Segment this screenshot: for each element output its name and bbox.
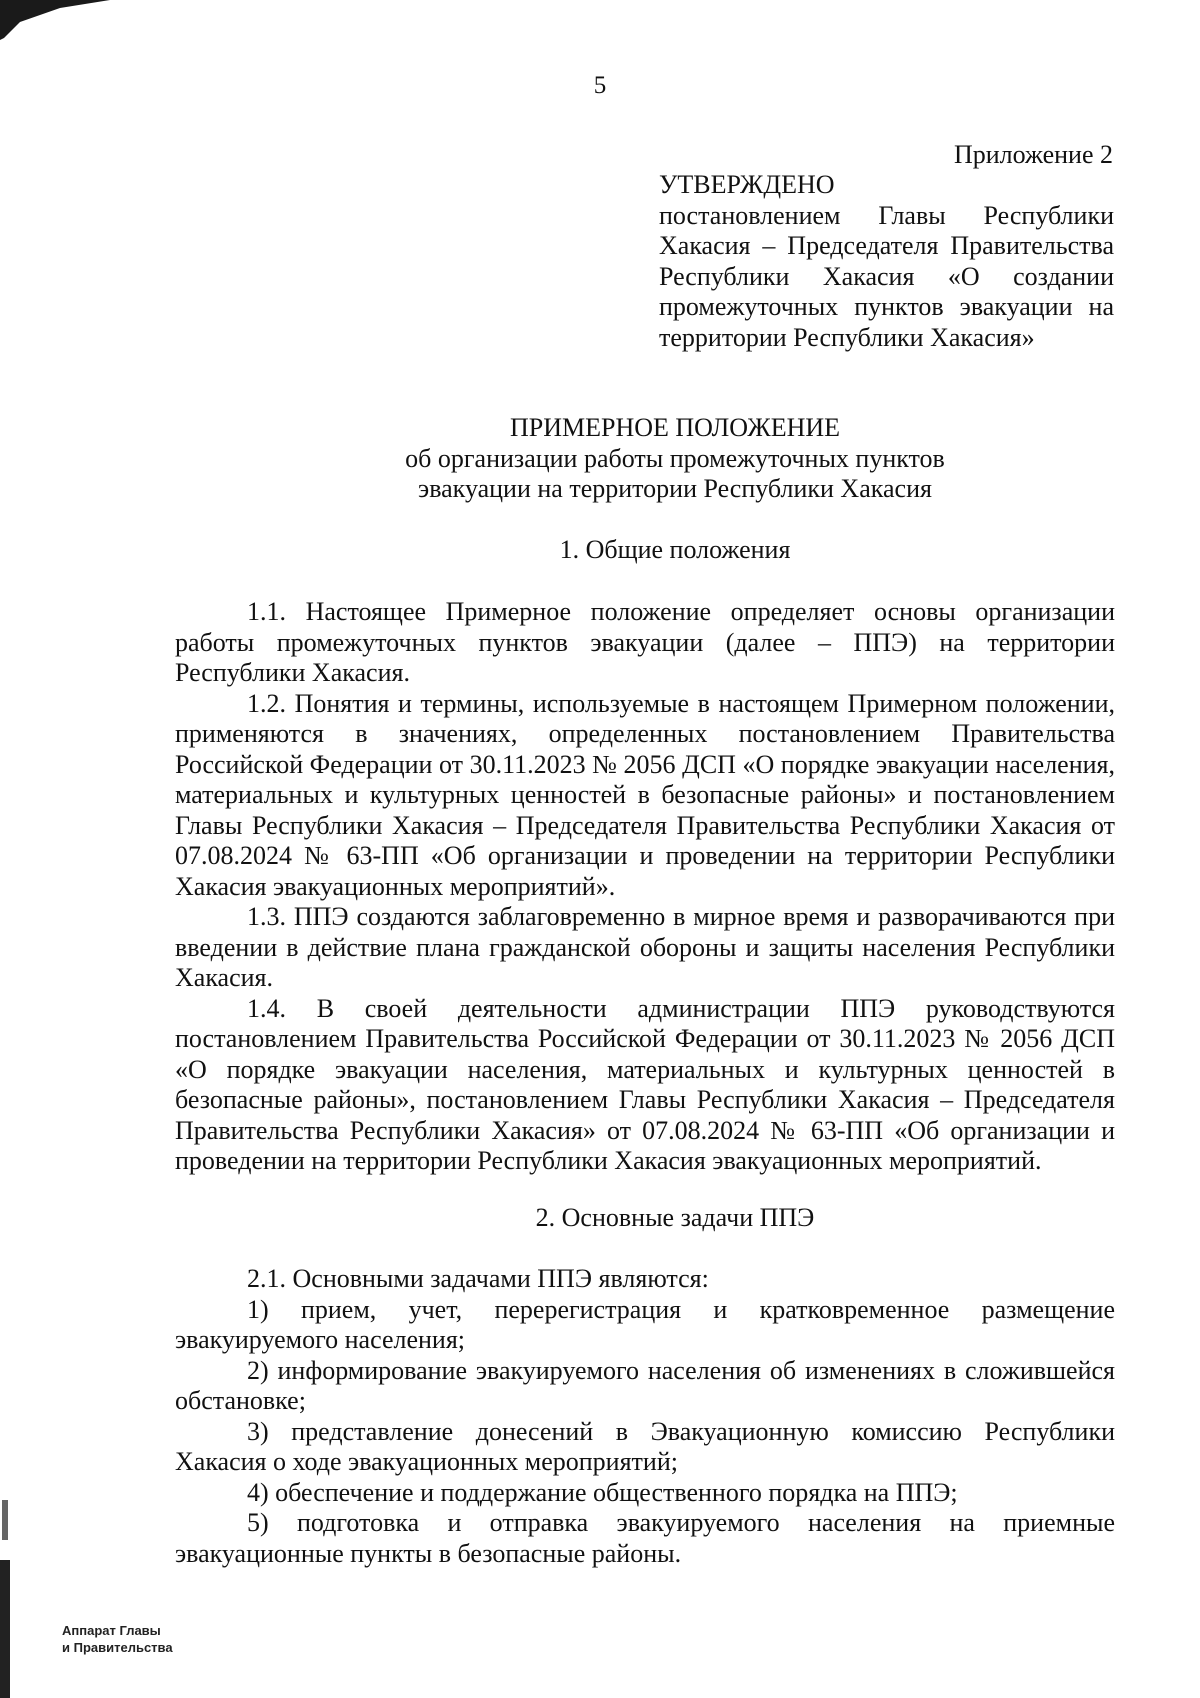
task-item-2: 2) информирование эвакуируемого населения об изменениях в сложившейся обстановке; bbox=[175, 1355, 1115, 1415]
annex-label: Приложение 2 bbox=[953, 140, 1113, 169]
section-1-heading: 1. Общие положения bbox=[559, 535, 791, 564]
scan-left-edge-marks bbox=[0, 0, 14, 1698]
stamp-line-2: и Правительства bbox=[62, 1640, 173, 1655]
approval-text: постановлением Главы Республики Хакасия – Председателя Правительства Республики Хакасия «О создании промежуточных пунктов эвакуации на территории Республики Хакасия» bbox=[659, 200, 1114, 352]
title-line-1: ПРИМЕРНОЕ ПОЛОЖЕНИЕ bbox=[509, 413, 841, 442]
section-1-body bbox=[175, 597, 1115, 1177]
section-2-heading: 2. Основные задачи ППЭ bbox=[535, 1203, 815, 1232]
document-title bbox=[0, 413, 1200, 505]
task-item-4: 4) обеспечение и поддержание общественного порядка на ППЭ; bbox=[247, 1477, 958, 1507]
stamp-line-1: Аппарат Главы bbox=[62, 1623, 161, 1638]
task-item-3: 3) представление донесений в Эвакуационную комиссию Республики Хакасия о ходе эвакуационных мероприятий; bbox=[175, 1416, 1115, 1476]
paragraph-1-3: 1.3. ППЭ создаются заблаговременно в мирное время и разворачиваются при введении в действие плана гражданской обороны и защиты населения Республики Хакасия. bbox=[175, 902, 1115, 992]
page-number: 5 bbox=[593, 72, 607, 99]
title-line-2: об организации работы промежуточных пунктов bbox=[405, 443, 945, 473]
approval-heading: УТВЕРЖДЕНО bbox=[659, 170, 835, 199]
title-line-3: эвакуации на территории Республики Хакасия bbox=[418, 474, 932, 503]
paragraph-1-2: 1.2. Понятия и термины, используемые в настоящем Примерном положении, применяются в значениях, определенных постановлением Правительства Российской Федерации от 30.11.2023 № 2056 ДСП «О порядке эвакуации населения, материальных и культурных ценностей в безопасные районы» и постановлением Главы Республики Хакасия – Председателя Правительства Республики Хакасия от 07.08.2024 № 63-ПП «Об организации и проведении на территории Республики Хакасия эвакуационных мероприятий». bbox=[175, 688, 1115, 901]
paragraph-1-1: 1.1. Настоящее Примерное положение определяет основы организации работы промежуточных пунктов эвакуации (далее – ППЭ) на территории Республики Хакасия. bbox=[175, 597, 1115, 687]
task-item-1: 1) прием, учет, перерегистрация и кратковременное размещение эвакуируемого населения; bbox=[175, 1294, 1115, 1354]
paragraph-1-4: 1.4. В своей деятельности администрации ППЭ руководствуются постановлением Правительства Российской Федерации от 30.11.2023 № 2056 ДСП «О порядке эвакуации населения, материальных и культурных ценностей в безопасные районы», постановлением Главы Республики Хакасия – Председателя Правительства Республики Хакасия» от 07.08.2024 № 63-ПП «Об организации и проведении на территории Республики Хакасия эвакуационных мероприятий. bbox=[175, 993, 1115, 1175]
office-stamp bbox=[62, 1622, 173, 1656]
scan-corner-mark bbox=[0, 0, 120, 40]
task-item-5: 5) подготовка и отправка эвакуируемого населения на приемные эвакуационные пункты в безопасные районы. bbox=[175, 1508, 1115, 1568]
section-2-body bbox=[175, 1264, 1115, 1569]
paragraph-2-1: 2.1. Основными задачами ППЭ являются: bbox=[247, 1264, 709, 1293]
approval-block bbox=[659, 170, 1114, 353]
